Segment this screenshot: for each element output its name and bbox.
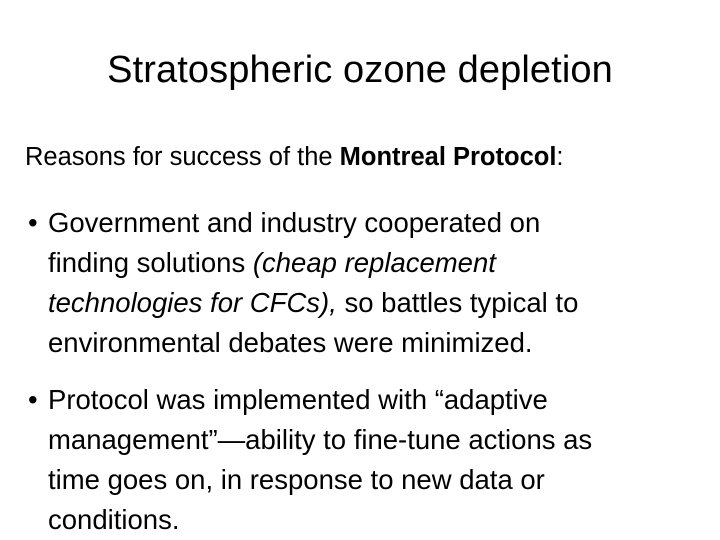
slide-subtitle (25, 139, 564, 175)
bullet-line (48, 460, 592, 500)
bullet-text (48, 380, 592, 540)
bullet-line (48, 203, 578, 243)
line-text: environmental debates were minimized. (48, 327, 533, 358)
subtitle-prefix: Reasons for success of the (25, 143, 340, 171)
line-trailing-text: so battles typical to (336, 287, 579, 318)
subtitle-suffix: : (556, 143, 564, 171)
bullet-dot-icon: • (28, 207, 38, 238)
line-text: Government and industry cooperated on (48, 207, 541, 238)
line-text: management”—ability to fine-tune actions as (48, 424, 593, 455)
bullet-line (48, 283, 578, 323)
line-italic-text: technologies for CFCs), (48, 287, 337, 318)
line-text: time goes on, in response to new data or (48, 464, 545, 495)
bullet-line (48, 500, 592, 540)
bullet-text (48, 203, 578, 363)
subtitle-emphasis: Montreal Protocol (339, 143, 557, 171)
line-text: finding solutions (48, 247, 253, 278)
bullet-line (48, 243, 578, 283)
line-text: conditions. (48, 504, 180, 535)
bullet-line (48, 323, 578, 363)
bullet-dot-icon: • (28, 384, 38, 415)
bullet-line (48, 380, 592, 420)
bullet-line (48, 420, 592, 460)
line-italic-text: (cheap replacement (252, 247, 496, 278)
slide-title: Stratospheric ozone depletion (107, 49, 613, 91)
bullet-item (28, 380, 592, 540)
line-text: Protocol was implemented with “adaptive (48, 384, 548, 415)
bullet-item (28, 203, 578, 363)
